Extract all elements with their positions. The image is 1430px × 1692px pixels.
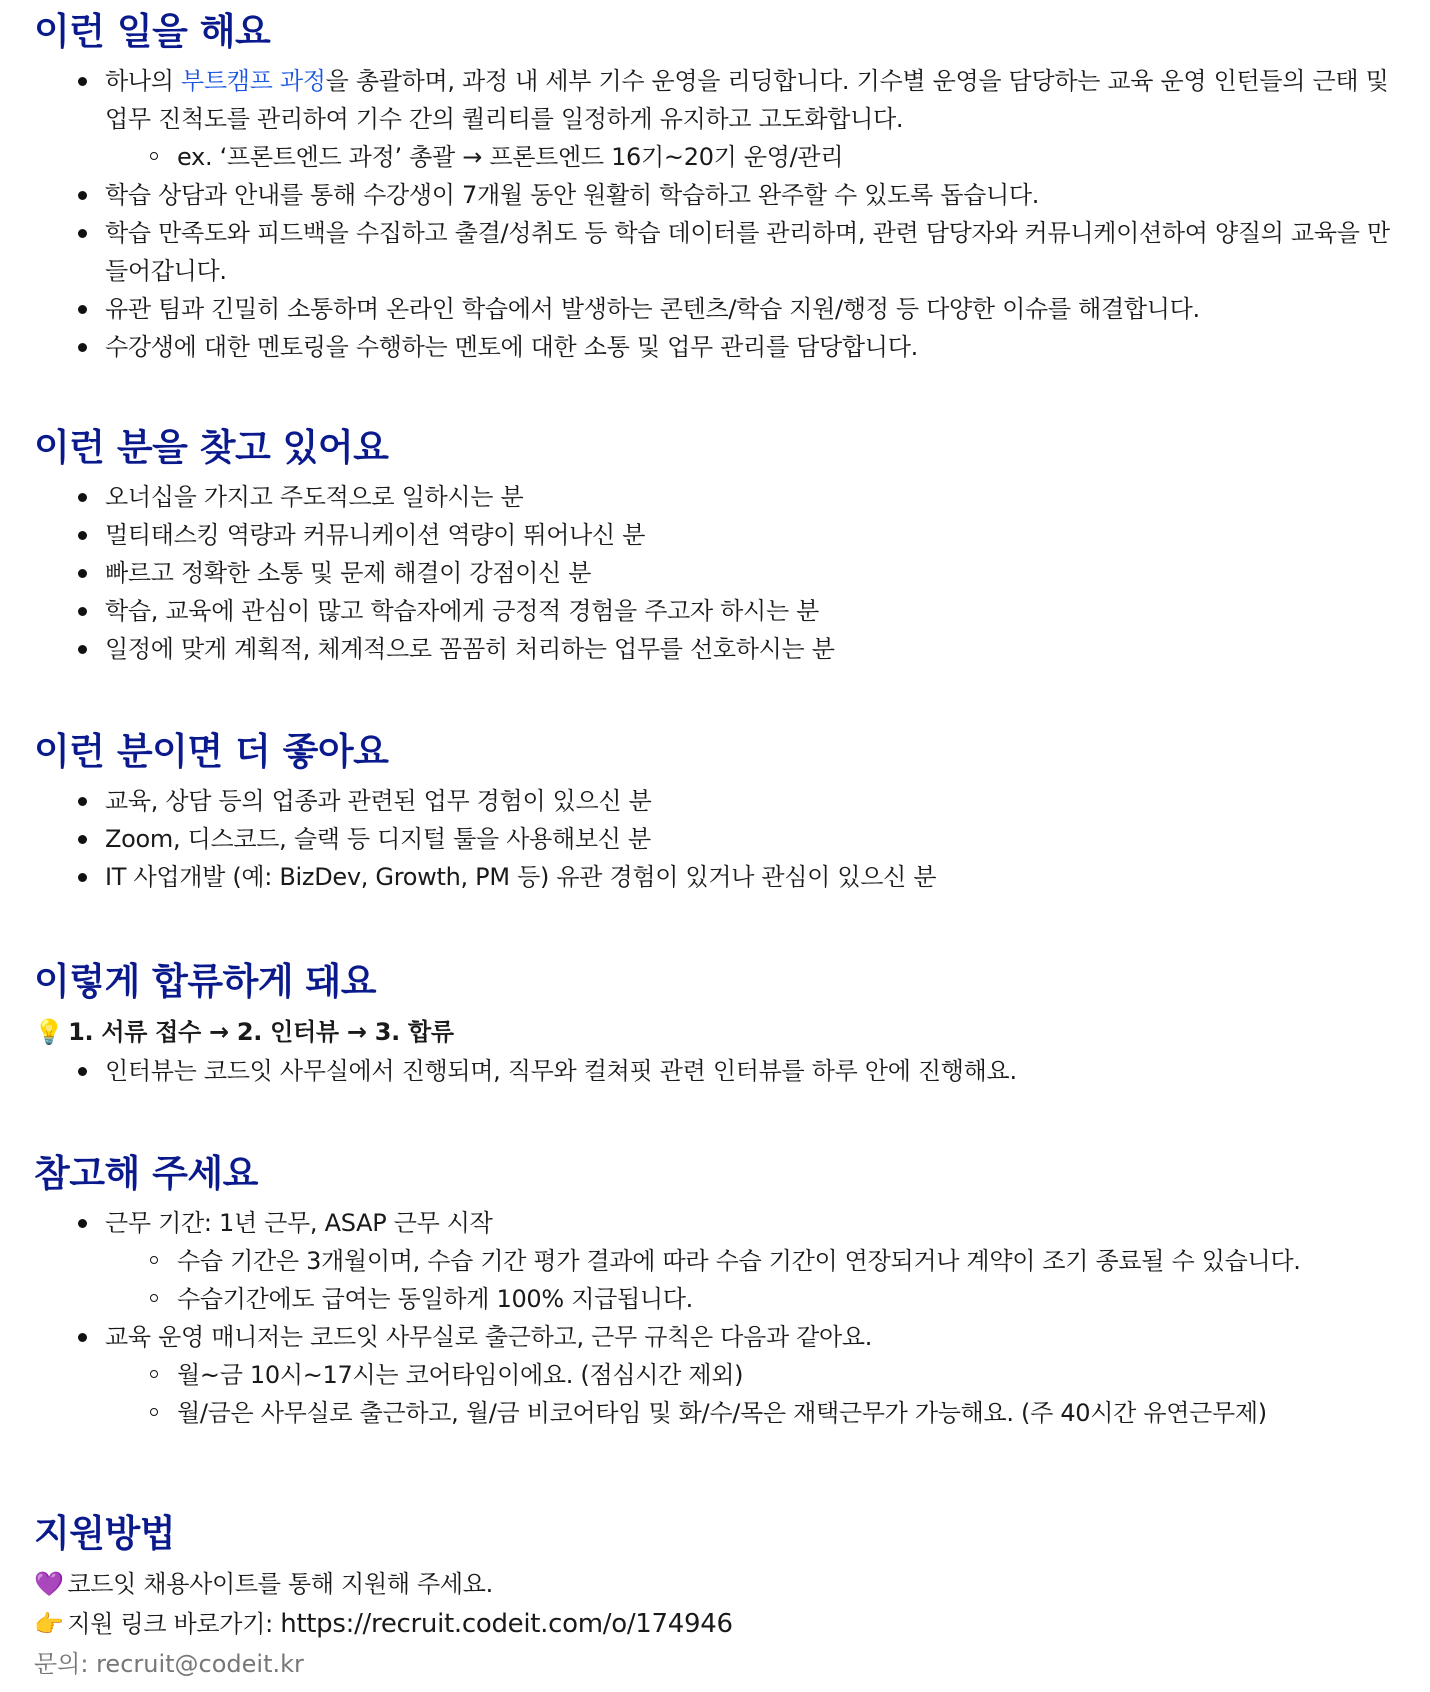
apply-line: 💜 코드잇 채용사이트를 통해 지원해 주세요. (34, 1564, 1396, 1604)
section-title: 이런 분이면 더 좋아요 (34, 730, 389, 773)
purple-heart-icon: 💜 (34, 1570, 64, 1598)
list-item: 인터뷰는 코드잇 사무실에서 진행되며, 직무와 컬쳐핏 관련 인터뷰를 하루 안에 진행해요. (34, 1052, 1396, 1090)
sub-list-item: 수습기간에도 급여는 동일하게 100% 지급됩니다. (34, 1280, 1396, 1318)
apply-link-line: 👉 지원 링크 바로가기: https://recruit.codeit.com/o/174946 (34, 1604, 1396, 1644)
section-notes (34, 1144, 1396, 1432)
list-item: 학습, 교육에 관심이 많고 학습자에게 긍정적 경험을 주고자 하시는 분 (34, 592, 1396, 630)
lightbulb-icon: 💡 (34, 1018, 64, 1046)
pointing-hand-icon: 👉 (34, 1610, 64, 1638)
duties-list (34, 62, 1396, 366)
section-looking-for (34, 418, 1396, 668)
contact-email[interactable]: 문의: recruit@codeit.kr (34, 1650, 304, 1678)
section-title: 이런 분을 찾고 있어요 (34, 426, 389, 469)
recruit-url-link[interactable]: https://recruit.codeit.com/o/174946 (280, 1609, 733, 1639)
list-item: 유관 팀과 긴밀히 소통하며 온라인 학습에서 발생하는 콘텐츠/학습 지원/행정 등 다양한 이슈를 해결합니다. (34, 290, 1396, 328)
list-item: 하나의 부트캠프 과정을 총괄하며, 과정 내 세부 기수 운영을 리딩합니다. 기수별 운영을 담당하는 교육 운영 인턴들의 근태 및 업무 진척도를 관리하여 기수 간의 퀄리티를 일정하게 유지하고 고도화합니다. (34, 62, 1396, 138)
list-item: 근무 기간: 1년 근무, ASAP 근무 시작 (34, 1204, 1396, 1242)
section-apply (34, 1504, 1396, 1684)
process-steps: 💡 1. 서류 접수 → 2. 인터뷰 → 3. 합류 (34, 1012, 1396, 1052)
list-item: 수강생에 대한 멘토링을 수행하는 멘토에 대한 소통 및 업무 관리를 담당합니다. (34, 328, 1396, 366)
list-item: Zoom, 디스코드, 슬랙 등 디지털 툴을 사용해보신 분 (34, 820, 1396, 858)
process-list (34, 1052, 1396, 1090)
list-item: 교육, 상담 등의 업종과 관련된 업무 경험이 있으신 분 (34, 782, 1396, 820)
section-process (34, 952, 1396, 1090)
section-title: 이런 일을 해요 (34, 10, 271, 53)
list-item: 학습 상담과 안내를 통해 수강생이 7개월 동안 원활히 학습하고 완주할 수 있도록 돕습니다. (34, 176, 1396, 214)
list-item: 학습 만족도와 피드백을 수집하고 출결/성취도 등 학습 데이터를 관리하며, 관련 담당자와 커뮤니케이션하여 양질의 교육을 만들어갑니다. (34, 214, 1396, 290)
section-title: 지원방법 (34, 1512, 175, 1555)
sub-list-item: 수습 기간은 3개월이며, 수습 기간 평가 결과에 따라 수습 기간이 연장되거나 계약이 조기 종료될 수 있습니다. (34, 1242, 1396, 1280)
notes-list (34, 1204, 1396, 1432)
section-title: 참고해 주세요 (34, 1152, 258, 1195)
section-duties (34, 2, 1396, 366)
list-item: 오너십을 가지고 주도적으로 일하시는 분 (34, 478, 1396, 516)
sub-list-item: 월~금 10시~17시는 코어타임이에요. (점심시간 제외) (34, 1356, 1396, 1394)
section-title: 이렇게 합류하게 돼요 (34, 960, 376, 1003)
sub-list-item: ex. ‘프론트엔드 과정’ 총괄 → 프론트엔드 16기~20기 운영/관리 (34, 138, 1396, 176)
list-item: 멀티태스킹 역량과 커뮤니케이션 역량이 뛰어나신 분 (34, 516, 1396, 554)
section-preferred (34, 722, 1396, 896)
sub-list-item: 월/금은 사무실로 출근하고, 월/금 비코어타임 및 화/수/목은 재택근무가 가능해요. (주 40시간 유연근무제) (34, 1394, 1396, 1432)
list-item: 일정에 맞게 계획적, 체계적으로 꼼꼼히 처리하는 업무를 선호하시는 분 (34, 630, 1396, 668)
requirements-list (34, 478, 1396, 668)
list-item: 교육 운영 매니저는 코드잇 사무실로 출근하고, 근무 규칙은 다음과 같아요. (34, 1318, 1396, 1356)
bootcamp-link[interactable]: 부트캠프 과정 (180, 67, 326, 95)
list-item: 빠르고 정확한 소통 및 문제 해결이 강점이신 분 (34, 554, 1396, 592)
preferred-list (34, 782, 1396, 896)
list-item: IT 사업개발 (예: BizDev, Growth, PM 등) 유관 경험이 있거나 관심이 있으신 분 (34, 858, 1396, 896)
